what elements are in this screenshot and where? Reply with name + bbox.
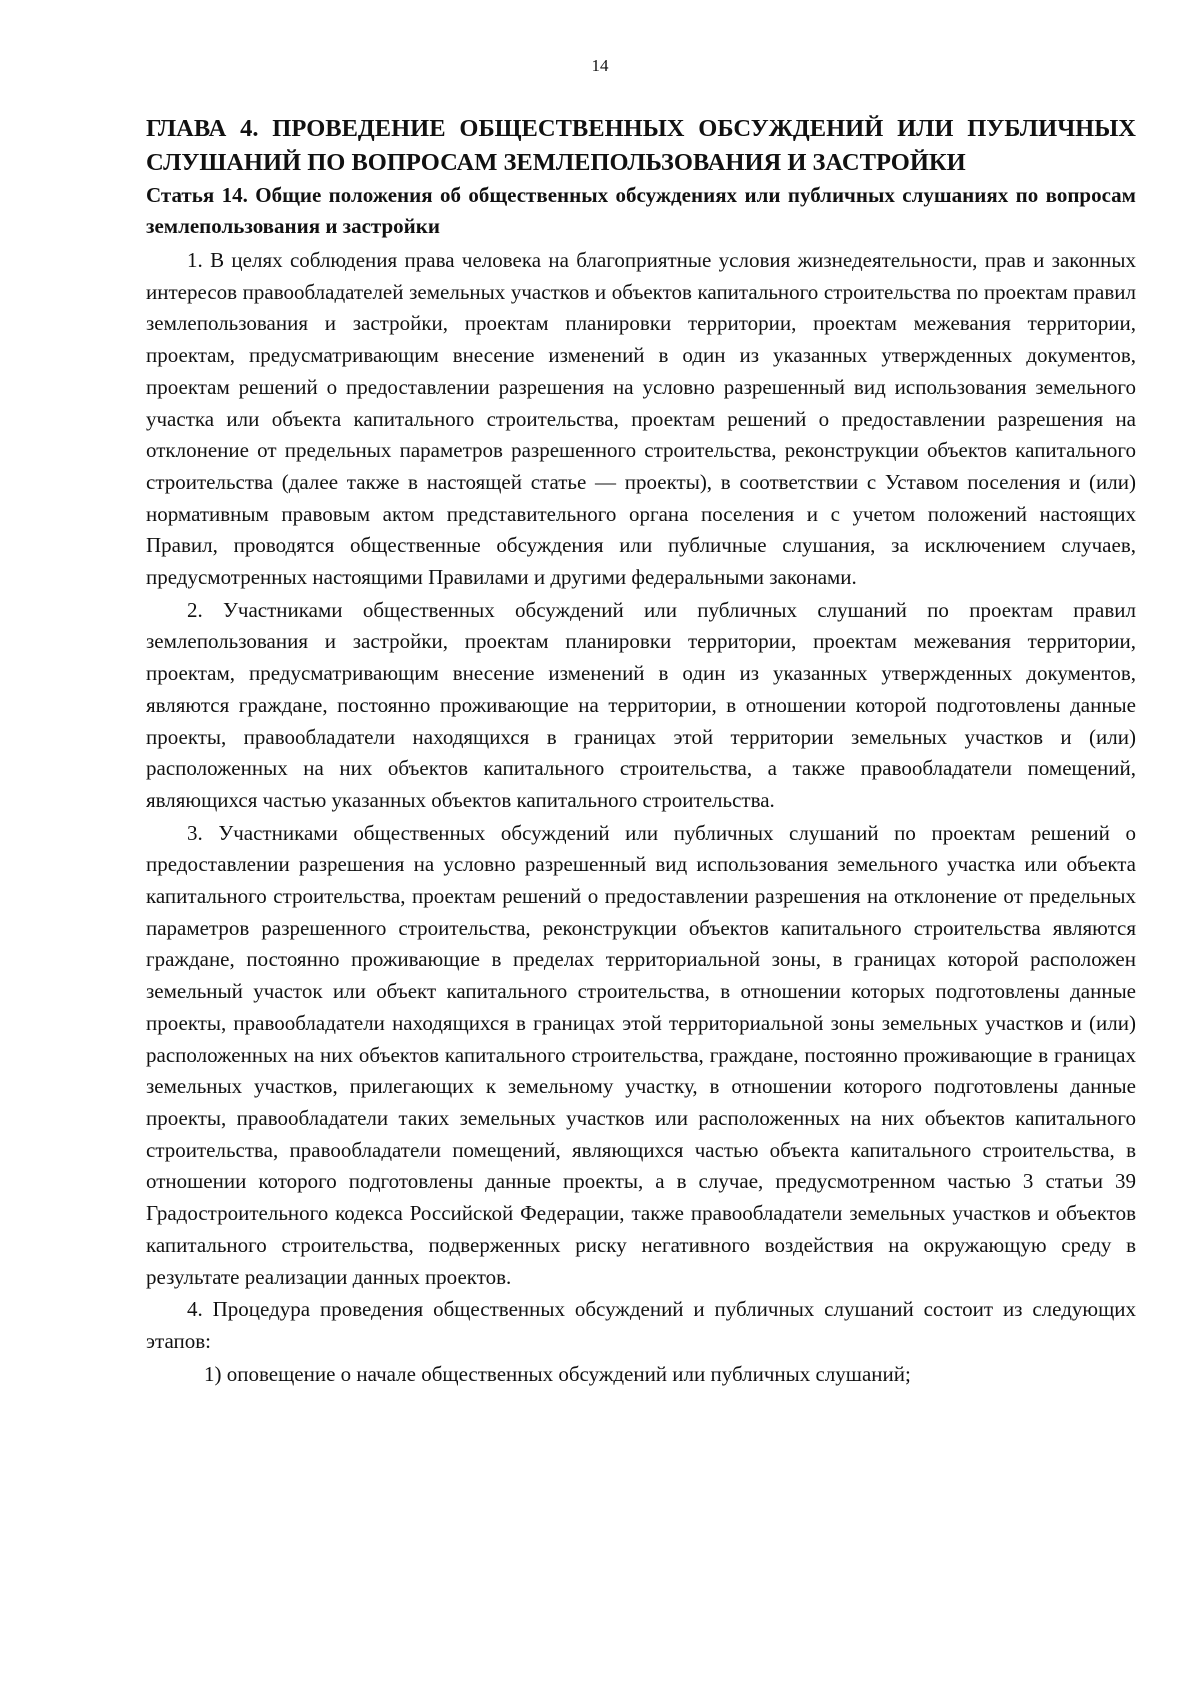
document-body [146,112,1136,1390]
page-number: 14 [591,56,609,75]
list-item-1: 1) оповещение о начале общественных обсуждений или публичных слушаний; [204,1361,911,1386]
chapter-title: ГЛАВА 4. ПРОВЕДЕНИЕ ОБЩЕСТВЕННЫХ ОБСУЖДЕНИЙ ИЛИ ПУБЛИЧНЫХ СЛУШАНИЙ ПО ВОПРОСАМ ЗЕМЛЕПОЛЬЗОВАНИЯ И ЗАСТРОЙКИ [146,115,1136,176]
paragraph-3: 3. Участниками общественных обсуждений или публичных слушаний по проектам решений о предоставлении разрешения на условно разрешенный вид использования земельного участка или объекта капитального строительства, проектам решений о предоставлении разрешения на отклонение от предельных параметров разрешенного строительства, реконструкции объектов капитального строительства являются граждане, постоянно проживающие в пределах территориальной зоны, в границах которой расположен земельный участок или объект капитального строительства, в отношении которых подготовлены данные проекты, правообладатели находящихся в границах этой территориальной зоны земельных участков и (или) расположенных на них объектов капитального строительства, граждане, постоянно проживающие в границах земельных участков, прилегающих к земельному участку, в отношении которого подготовлены данные проекты, правообладатели таких земельных участков или расположенных на них объектов капитального строительства, правообладатели помещений, являющихся частью объекта капитального строительства, в отношении которого подготовлены данные проекты, а в случае, предусмотренном частью 3 статьи 39 Градостроительного кодекса Российской Федерации, также правообладатели земельных участков и объектов капитального строительства, подверженных риску негативного воздействия на окружающую среду в результате реализации данных проектов. [146,820,1136,1289]
paragraph-2: 2. Участниками общественных обсуждений или публичных слушаний по проектам правил землепользования и застройки, проектам планировки территории, проектам межевания территории, проектам, предусматривающим внесение изменений в один из указанных утвержденных документов, являются граждане, постоянно проживающие на территории, в отношении которой подготовлены данные проекты, правообладатели находящихся в границах этой территории земельных участков и (или) расположенных на них объектов капитального строительства, а также правообладатели помещений, являющихся частью указанных объектов капитального строительства. [146,597,1136,812]
paragraph-1: 1. В целях соблюдения права человека на благоприятные условия жизнедеятельности, прав и законных интересов правообладателей земельных участков и объектов капитального строительства по проектам правил землепользования и застройки, проектам планировки территории, проектам межевания территории, проектам, предусматривающим внесение изменений в один из указанных утвержденных документов, проектам решений о предоставлении разрешения на условно разрешенный вид использования земельного участка или объекта капитального строительства, проектам решений о предоставлении разрешения на отклонение от предельных параметров разрешенного строительства, реконструкции объектов капитального строительства (далее также в настоящей статье — проекты), в соответствии с Уставом поселения и (или) нормативным правовым актом представительного органа поселения и с учетом положений настоящих Правил, проводятся общественные обсуждения или публичные слушания, за исключением случаев, предусмотренных настоящими Правилами и другими федеральными законами. [146,248,1136,590]
paragraph-4: 4. Процедура проведения общественных обсуждений и публичных слушаний состоит из следующих этапов: [146,1297,1136,1353]
article-title: Статья 14. Общие положения об общественных обсуждениях или публичных слушаниях по вопросам землепользования и застройки [146,183,1136,238]
